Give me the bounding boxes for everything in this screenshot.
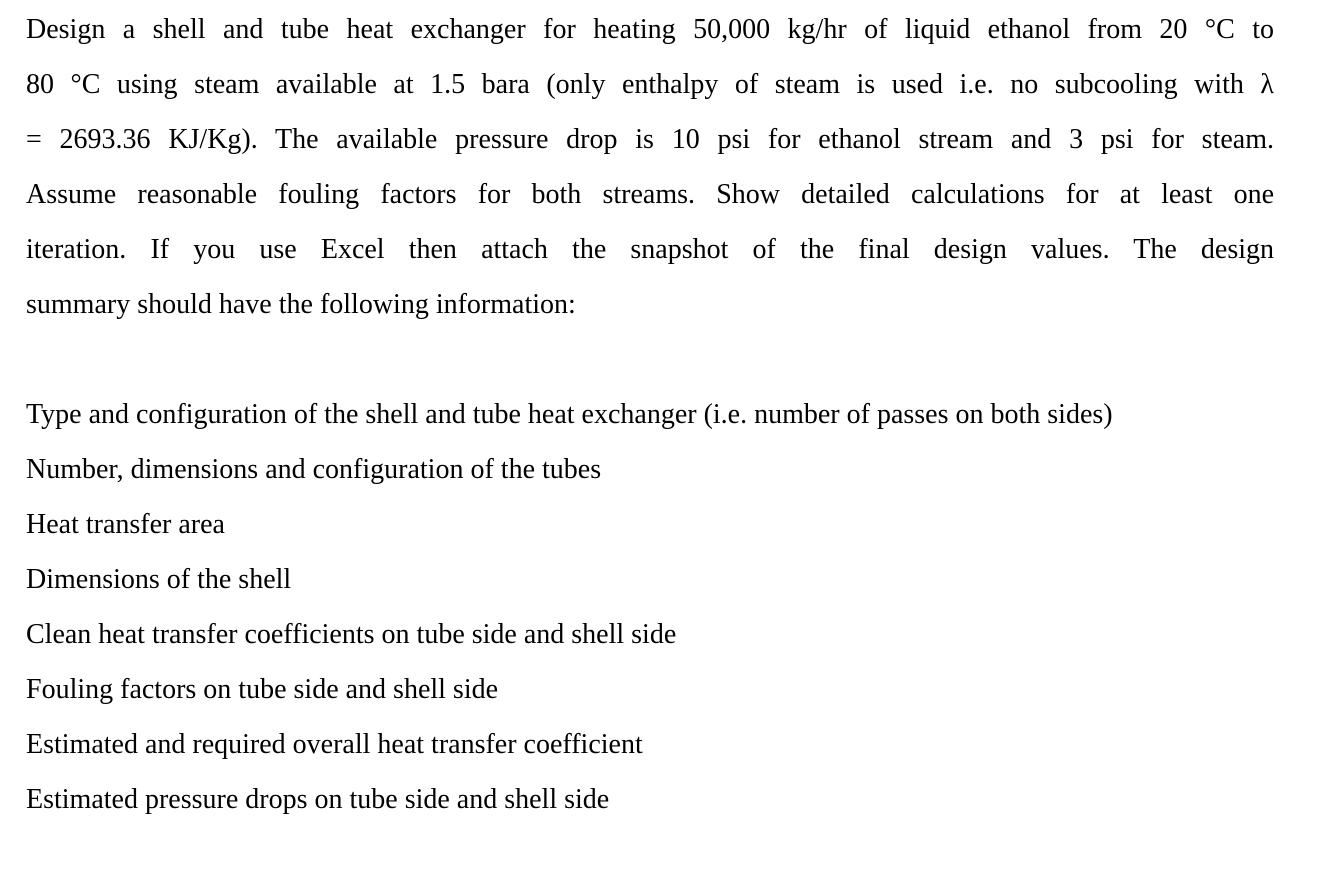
summary-item-area: Heat transfer area [26, 509, 225, 540]
problem-line-4: Assume reasonable fouling factors for both streams. Show detailed calculations for at least one [26, 179, 1274, 210]
summary-item-shell-dimensions: Dimensions of the shell [26, 564, 292, 595]
summary-item-type-configuration: Type and configuration of the shell and tube heat exchanger (i.e. number of passes on both sides) [26, 399, 1113, 430]
summary-item-fouling-factors: Fouling factors on tube side and shell side [26, 674, 499, 705]
problem-line-6: summary should have the following information: [26, 289, 576, 320]
summary-item-tubes: Number, dimensions and configuration of the tubes [26, 454, 602, 485]
summary-item-pressure-drops: Estimated pressure drops on tube side and shell side [26, 784, 610, 815]
summary-item-clean-coefficients: Clean heat transfer coefficients on tube side and shell side [26, 619, 677, 650]
problem-line-1: Design a shell and tube heat exchanger for heating 50,000 kg/hr of liquid ethanol from 20 °C to [26, 14, 1274, 45]
problem-line-3: = 2693.36 KJ/Kg). The available pressure drop is 10 psi for ethanol stream and 3 psi for steam. [26, 124, 1274, 155]
problem-line-2: 80 °C using steam available at 1.5 bara (only enthalpy of steam is used i.e. no subcooling with λ [26, 69, 1274, 100]
summary-item-overall-coefficient: Estimated and required overall heat transfer coefficient [26, 729, 643, 760]
problem-line-5: iteration. If you use Excel then attach the snapshot of the final design values. The design [26, 234, 1274, 265]
